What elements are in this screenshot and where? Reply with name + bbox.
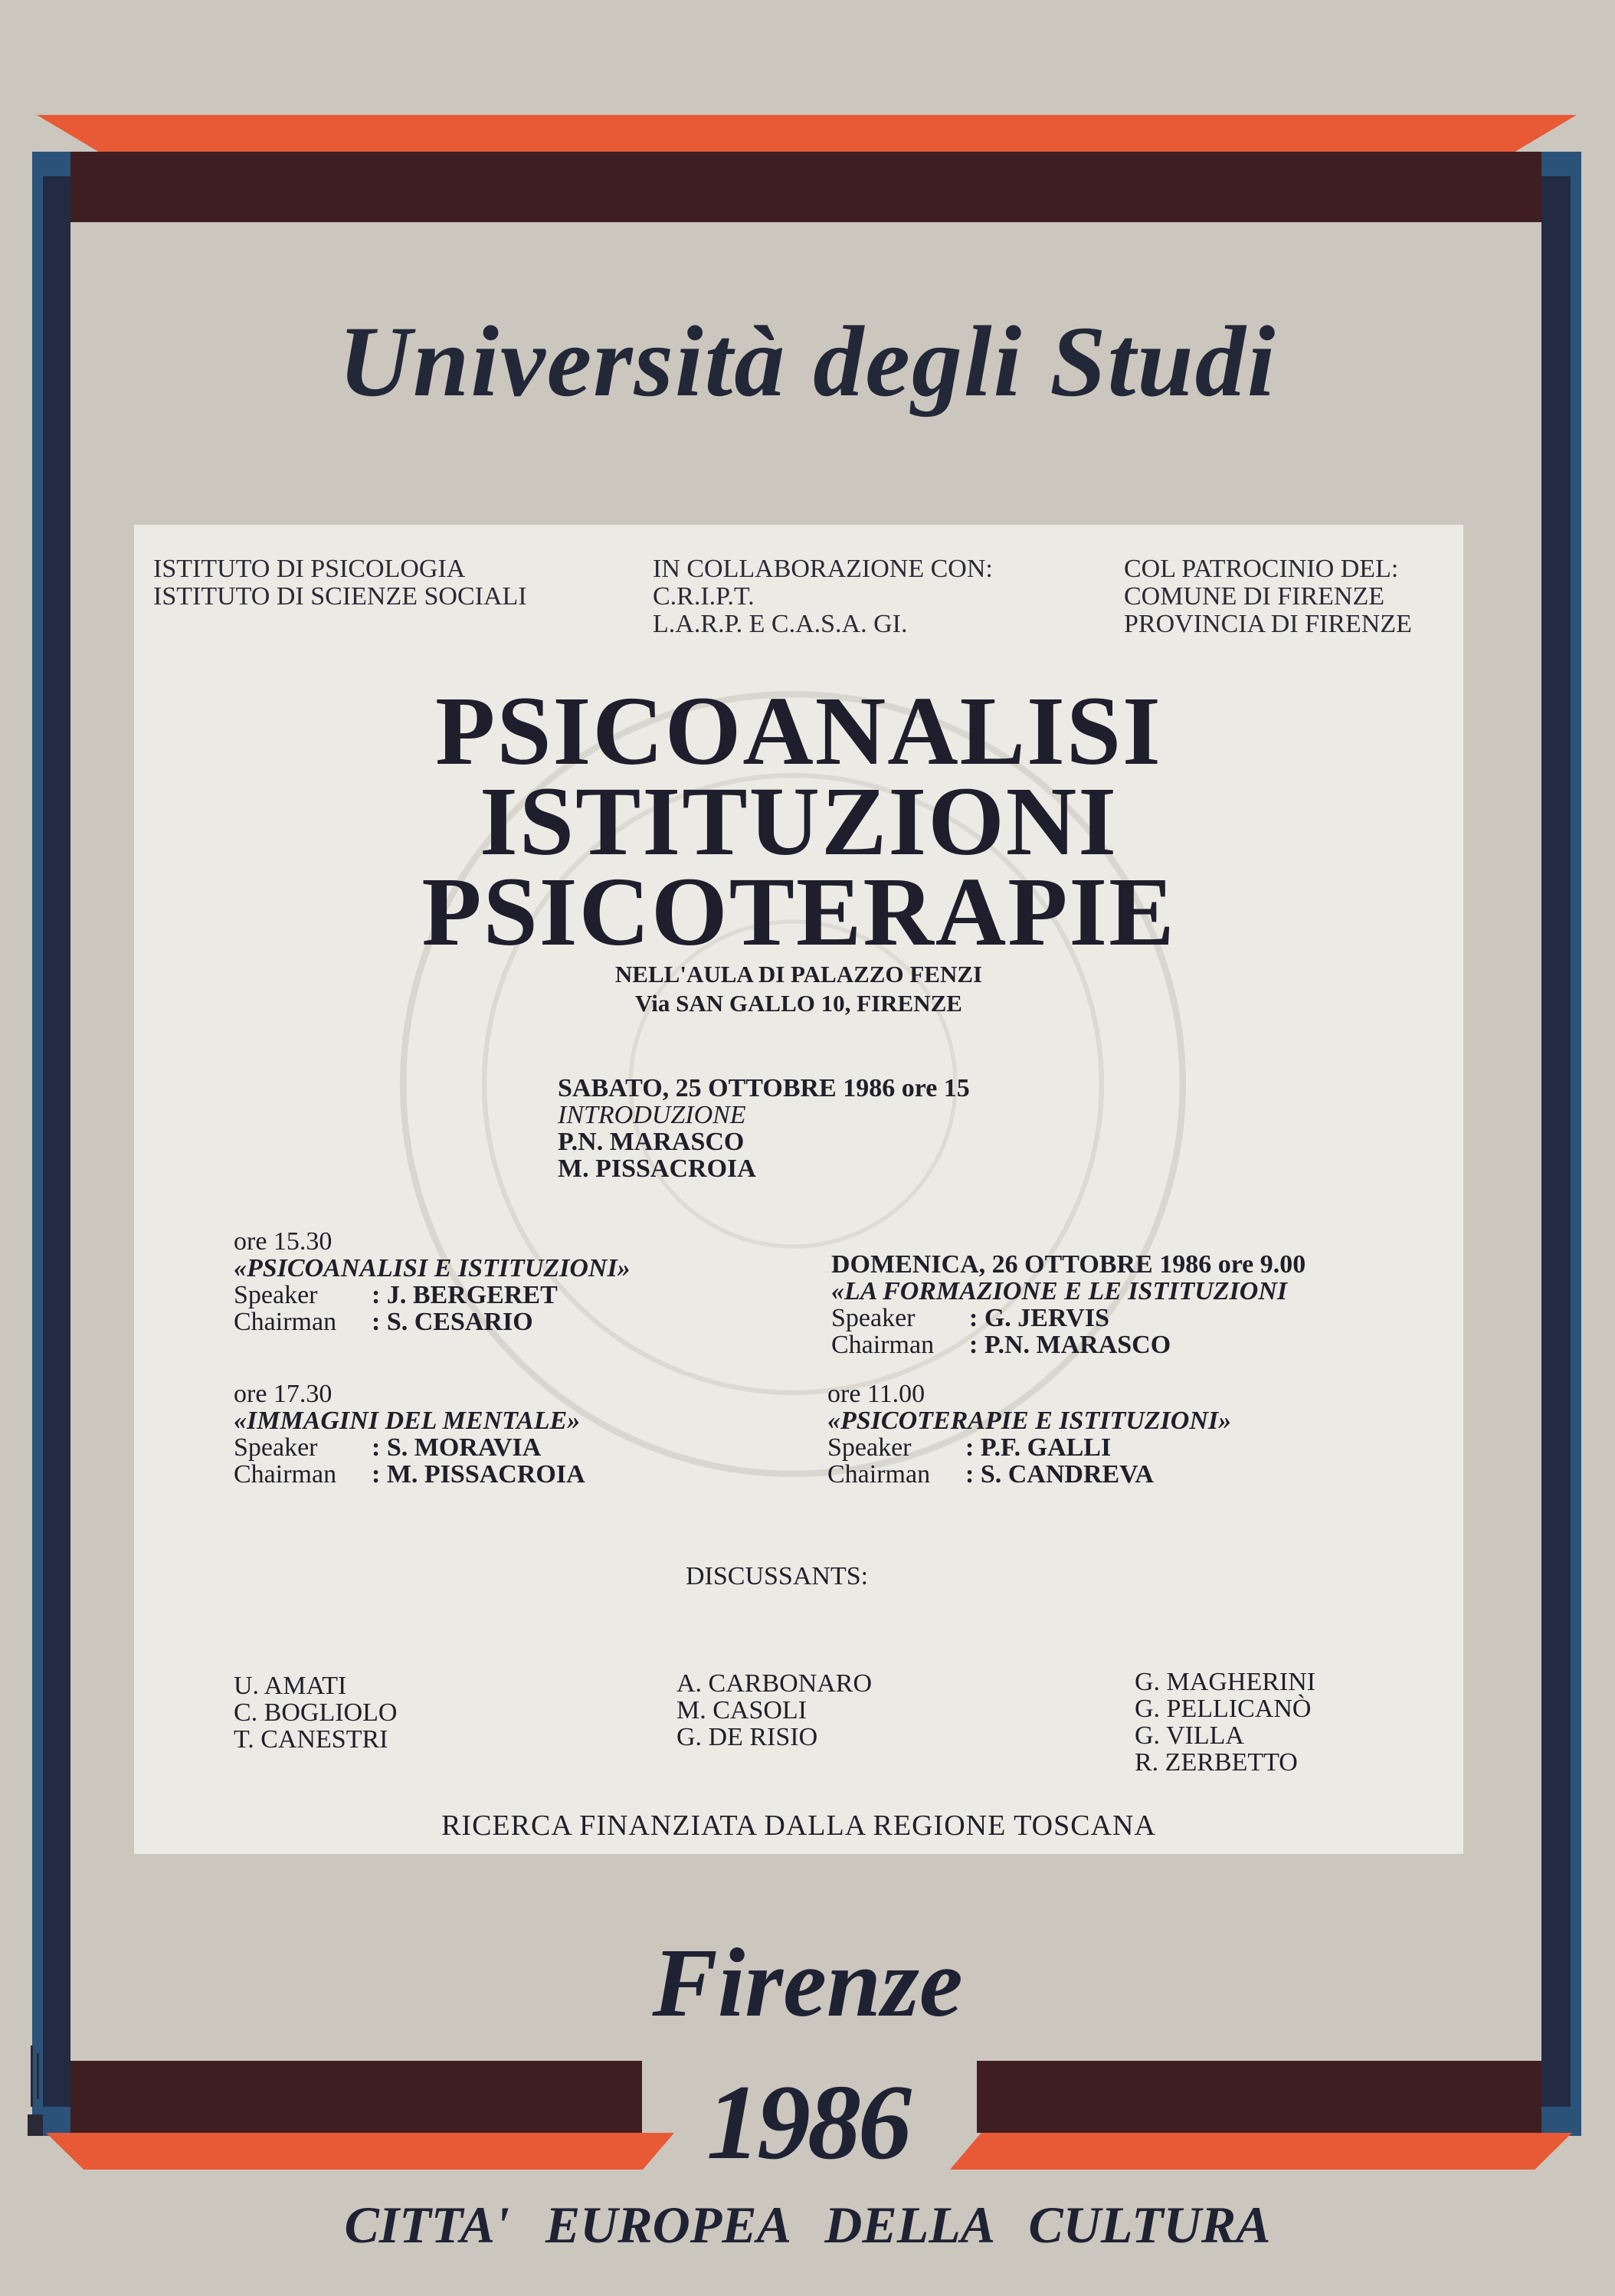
university-title: Università degli Studi (338, 305, 1277, 418)
organizer-line: L.A.R.P. E C.A.S.A. GI. (653, 610, 908, 638)
discussant: G. MAGHERINI (1135, 1668, 1316, 1696)
venue-address: Via SAN GALLO 10, FIRENZE (635, 990, 962, 1017)
chairman-label: Chairman (827, 1460, 931, 1489)
session-psicoanalisi (234, 1228, 631, 1335)
session-title: «PSICOTERAPIE E ISTITUZIONI» (827, 1407, 1232, 1435)
top-maroon-band (70, 152, 1541, 222)
sunday-date: DOMENICA, 26 OTTOBRE 1986 ore 9.00 (831, 1250, 1306, 1279)
speaker-label: Speaker (234, 1281, 318, 1309)
chairman-name: : P.N. MARASCO (969, 1331, 1171, 1359)
session-psicoterapie (827, 1381, 1231, 1488)
saturday-date: SABATO, 25 OTTOBRE 1986 ore 15 (558, 1074, 970, 1102)
chairman-name: : M. PISSACROIA (372, 1460, 585, 1489)
session-formazione (831, 1251, 1305, 1358)
organizers-left (153, 555, 527, 611)
program-panel (134, 525, 1463, 1854)
intro-label: INTRODUZIONE (558, 1101, 746, 1129)
event-title-line: PSICOTERAPIE (421, 857, 1176, 966)
event-title (134, 676, 1463, 966)
session-title: «PSICOANALISI E ISTITUZIONI» (234, 1254, 631, 1282)
discussant: A. CARBONARO (676, 1669, 873, 1698)
city-name: Firenze (652, 1928, 963, 2037)
chairman-label: Chairman (234, 1460, 337, 1489)
printer-logo-icon (25, 2038, 48, 2137)
organizer-line: PROVINCIA DI FIRENZE (1124, 610, 1412, 638)
discussants-col2 (676, 1670, 872, 1751)
event-title-line: ISTITUZIONI (480, 767, 1118, 876)
year: 1986 (706, 2063, 909, 2182)
discussant: M. CASOLI (676, 1696, 808, 1724)
venue (134, 960, 1463, 1018)
discussant: G. VILLA (1135, 1721, 1244, 1750)
discussant: U. AMATI (234, 1672, 347, 1700)
organizer-line: COL PATROCINIO DEL: (1124, 555, 1399, 583)
speaker-name: : G. JERVIS (969, 1304, 1109, 1332)
speaker-label: Speaker (827, 1433, 912, 1462)
discussant: T. CANESTRI (234, 1725, 388, 1754)
event-title-line: PSICOANALISI (435, 676, 1162, 785)
discussants-label: DISCUSSANTS: (686, 1562, 869, 1590)
organizer-line: IN COLLABORAZIONE CON: (653, 555, 993, 583)
chairman-name: : S. CANDREVA (965, 1460, 1154, 1489)
speaker-label: Speaker (234, 1433, 318, 1462)
tagline: CITTA' EUROPEA DELLA CULTURA (344, 2196, 1271, 2254)
organizer-line: C.R.I.P.T. (653, 582, 755, 611)
session-time: ore 15.30 (234, 1227, 332, 1256)
left-navy-band (43, 176, 70, 2107)
saturday-block (558, 1075, 970, 1182)
organizer-line: ISTITUTO DI PSICOLOGIA (153, 555, 466, 583)
chairman-label: Chairman (831, 1331, 935, 1359)
discussant: G. PELLICANÒ (1135, 1695, 1312, 1723)
discussant: G. DE RISIO (676, 1723, 818, 1751)
session-title: «IMMAGINI DEL MENTALE» (234, 1407, 581, 1435)
discussant: R. ZERBETTO (1135, 1748, 1298, 1777)
organizer-line: ISTITUTO DI SCIENZE SOCIALI (153, 582, 527, 611)
top-red-band (37, 115, 1577, 152)
session-title: «LA FORMAZIONE E LE ISTITUZIONI (831, 1277, 1288, 1305)
speaker-label: Speaker (831, 1304, 916, 1332)
organizers-middle (653, 555, 993, 638)
speaker-name: : P.F. GALLI (965, 1433, 1112, 1462)
organizers-right (1124, 555, 1412, 638)
organizer-line: COMUNE DI FIRENZE (1124, 582, 1384, 611)
speaker-name: : S. MORAVIA (372, 1433, 542, 1462)
intro-speaker: P.N. MARASCO (558, 1128, 745, 1156)
speaker-name: : J. BERGERET (372, 1281, 558, 1309)
session-immagini (234, 1381, 585, 1488)
right-navy-band (1541, 176, 1571, 2107)
funding-note: RICERCA FINANZIATA DALLA REGIONE TOSCANA (441, 1810, 1156, 1842)
venue-name: NELL'AULA DI PALAZZO FENZI (614, 961, 983, 988)
discussant: C. BOGLIOLO (234, 1698, 398, 1727)
chairman-name: : S. CESARIO (372, 1308, 533, 1336)
session-time: ore 17.30 (234, 1380, 332, 1408)
discussants-col3 (1135, 1669, 1315, 1776)
session-time: ore 11.00 (827, 1380, 925, 1408)
discussants-col1 (234, 1672, 397, 1753)
intro-speaker: M. PISSACROIA (558, 1155, 756, 1183)
chairman-label: Chairman (234, 1308, 337, 1336)
